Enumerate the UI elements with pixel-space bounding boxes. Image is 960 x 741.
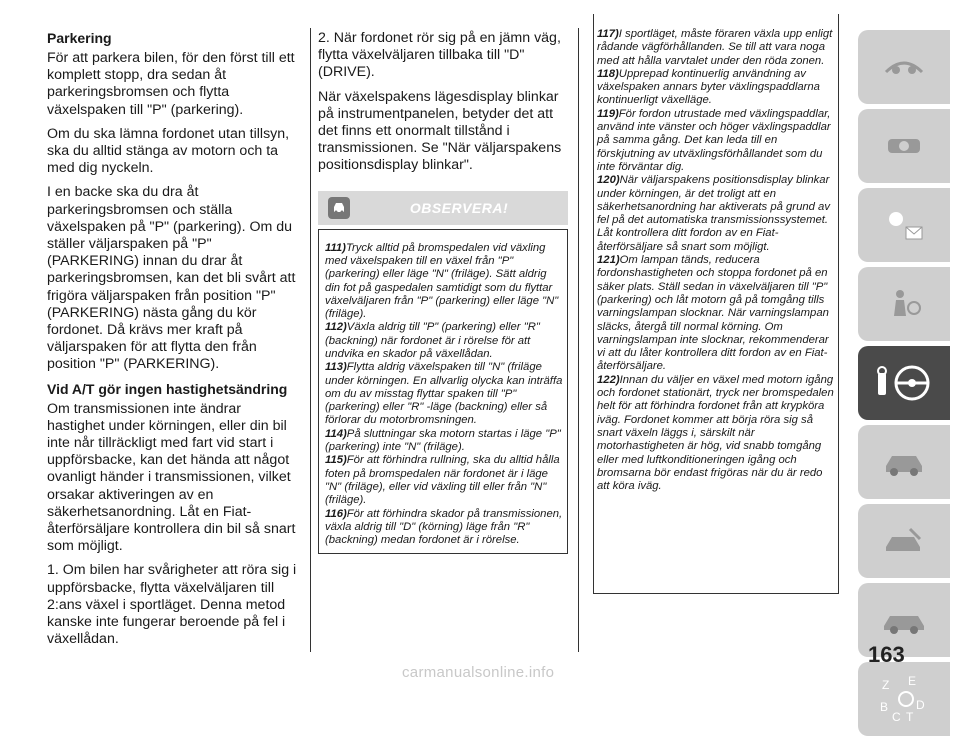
paragraph: För att parkera bilen, för den först till ett komplett stopp, dra sedan åt parkeringsbromsen och flytta växelspaken till "P" (parkering). (47, 50, 295, 118)
note-number: 115) (325, 454, 347, 467)
note-number: 120) (597, 174, 620, 187)
note-text: För fordon utrustade med växlingspaddlar, använd inte vänster och höger växlingspaddlar på samma gång. Det kan leda till en förskjutning av utväxlingsförhållandet som du inte förväntar dig. (597, 107, 831, 173)
note-text: Växla aldrig till "P" (parkering) eller "R" (backning) när fordonet är i rörelse för att undvika en skador på växellådan. (325, 321, 540, 360)
svg-text:D: D (916, 698, 925, 712)
note-text: På sluttningar ska motorn startas i läge "P" (parkering) inte "N" (friläge). (325, 427, 561, 454)
svg-text:T: T (906, 710, 914, 724)
note-item (597, 108, 836, 174)
note-item (325, 428, 564, 455)
note-text: För att förhindra skador på transmissionen, växla aldrig till "D" (körning) läge från "R" (backning) medan fordonet är i rörelse. (325, 507, 563, 547)
note-item (597, 28, 836, 68)
car-warning-icon (328, 197, 350, 219)
note-item (325, 508, 564, 548)
note-text: Upprepad kontinuerlig användning av växelspaken annars byter växlingspaddlarna kontinuerligt växelläge. (597, 67, 820, 107)
paragraph: När växelspakens lägesdisplay blinkar på instrumentpanelen, betyder det att det finns ett onormalt tillstånd i transmissionen. Se "När väljarspakens positionsdisplay blinkar". (318, 88, 562, 174)
paragraph: I en backe ska du dra åt parkeringsbromsen och ställa växelspaken på "P" (parkering). Om du ställer väljarspaken på "P" (PARKERING) innan du drar åt parkeringsbromsen, kan det bli svårt att frigöra väljarspaken från position "P" (PARKERING) nästa gång du kör fordonet. Då krävs mer kraft på väljarspaken för att flytta den från position "P" (PARKERING). (47, 184, 296, 373)
chapter-tab[interactable] (858, 188, 950, 262)
chapter-tab[interactable] (858, 425, 950, 499)
svg-text:E: E (908, 674, 917, 688)
note-item (325, 321, 564, 361)
paragraph: 2. När fordonet rör sig på en jämn väg, flytta växelväljaren tillbaka till "D" (DRIVE). (318, 30, 561, 81)
paragraph: Om transmissionen inte ändrar hastighet under körningen, eller din bil inte når tillräckligt med fart vid start i uppförsbacke, kan det hända att något ovanligt händer i transmissionen, vilket orsakar aktiveringen av en säkerhetsanordning. Låt en Fiat-återförsäljare kontrollera din bil så snart som möjligt. (47, 400, 296, 555)
note-number: 119) (597, 107, 619, 120)
note-text: För att förhindra rullning, ska du alltid hålla foten på bromspedalen när fordonet är i läge "N" (friläge), eller vid växling till eller från "N" (friläge). (325, 454, 560, 507)
chapter-tab[interactable] (858, 504, 950, 578)
note-item (597, 374, 836, 494)
note-number: 113) (325, 361, 347, 374)
chapter-tab[interactable] (858, 267, 950, 341)
note-number: 121) (597, 254, 620, 267)
note-number: 114) (325, 427, 347, 440)
car-dashboard-icon (882, 52, 926, 82)
chapter-tabs (858, 30, 950, 741)
column-2 (318, 30, 568, 554)
column-divider (310, 28, 311, 652)
note-text: Tryck alltid på bromspedalen vid växling med växelspaken till en växel från "P" (parkering) eller läge "N" (friläge). Sätt aldrig din fot på gaspedalen samtidigt som du flyttar växelväljaren från "P" (parkering) eller läge "N" (friläge). (325, 241, 559, 321)
note-item (325, 242, 564, 322)
note-text: Innan du väljer en växel med motorn igång och fordonet stationärt, tryck ner bromspedalen helt för att förhindra fordonet från att krypköra iväg. Fordonet kommer att börja röra sig så snart växeln läggs i, särskilt när motorhastigheten är hög, vid snabb tomgång eller med luftkonditioneringen igång och bromsarna bör endast frigöras när du är redo att köra iväg. (597, 373, 834, 493)
note-number: 117) (597, 28, 619, 40)
car-emergency-icon (880, 446, 928, 478)
steering-key-icon (874, 361, 934, 405)
observera-box-continued (593, 14, 839, 594)
note-item (597, 254, 836, 374)
chapter-tab[interactable] (858, 109, 950, 183)
alphabet-index-icon (878, 673, 930, 725)
note-item (597, 68, 836, 108)
observera-title: OBSERVERA! (409, 199, 509, 216)
chapter-tab[interactable] (858, 346, 950, 420)
note-text: I sportläget, måste föraren växla upp enligt rådande vägförhållanden. Se till att vara noga med att hålla varvtalet under den röda zonen. (597, 28, 833, 67)
note-number: 118) (597, 67, 619, 80)
note-number: 122) (597, 373, 620, 386)
note-number: 116) (325, 507, 347, 520)
chapter-tab[interactable] (858, 662, 950, 736)
note-item (325, 454, 564, 507)
column-1 (47, 30, 300, 656)
note-number: 111) (325, 241, 346, 254)
paragraph: 1. Om bilen har svårigheter att röra sig i uppförsbacke, flytta växelväljaren till 2:ans växel i sportläget. Denna metod kanske inte fungerar beroende på fel i växellådan. (47, 562, 297, 648)
svg-text:C: C (892, 710, 901, 724)
column-3 (593, 30, 839, 594)
car-service-icon (880, 525, 928, 557)
page-number: 163 (868, 642, 905, 667)
note-text: Om lampan tänds, reducera fordonshastigheten och stoppa fordonet på en säker plats. Ställ sedan in växelväljaren till "P" (parkering) och låt motorn gå på tomgång tills varningslampan slocknar. När varningslampan släcks, återgå till normal körning. Om varningslampan inte slocknar, rekommenderar vi att du låter kontrollera ditt fordon av en Fiat-återförsäljare. (597, 254, 829, 373)
note-text: När väljarspakens positionsdisplay blinkar under körningen, är det troligt att en säkerhetsanordning har aktiverats på grund av fel på det automatiska transmissionssystemet. Låt kontrollera ditt fordon av en Fiat-återförsäljare så snart som möjligt. (597, 174, 830, 253)
airbag-safety-icon (882, 286, 926, 322)
car-interior-icon (882, 131, 926, 161)
note-text: Flytta aldrig växelspaken till "N" (friläge under körningen. En allvarlig olycka kan inträffa om du av misstag flyttar spaken till "P" (parkering) eller "R" -läge (backning) eller så förlorar du motorbromsningen. (325, 361, 563, 427)
technical-data-icon (880, 604, 928, 636)
svg-text:B: B (880, 700, 889, 714)
observera-header (318, 191, 568, 225)
heading-vid-at: Vid A/T gör ingen hastighetsändring (47, 380, 288, 397)
chapter-tab[interactable] (858, 30, 950, 104)
watermark: carmanualsonline.info (402, 664, 555, 681)
observera-box (318, 229, 568, 555)
column-divider (578, 28, 579, 652)
paragraph: Om du ska lämna fordonet utan tillsyn, ska du alltid stänga av motorn och ta med dig nyckeln. (47, 125, 290, 177)
svg-text:Z: Z (882, 678, 890, 692)
note-item (325, 361, 564, 427)
note-item (597, 174, 836, 254)
warning-lights-icon (882, 205, 926, 245)
heading-parkering: Parkering (47, 30, 112, 46)
note-number: 112) (325, 321, 347, 334)
